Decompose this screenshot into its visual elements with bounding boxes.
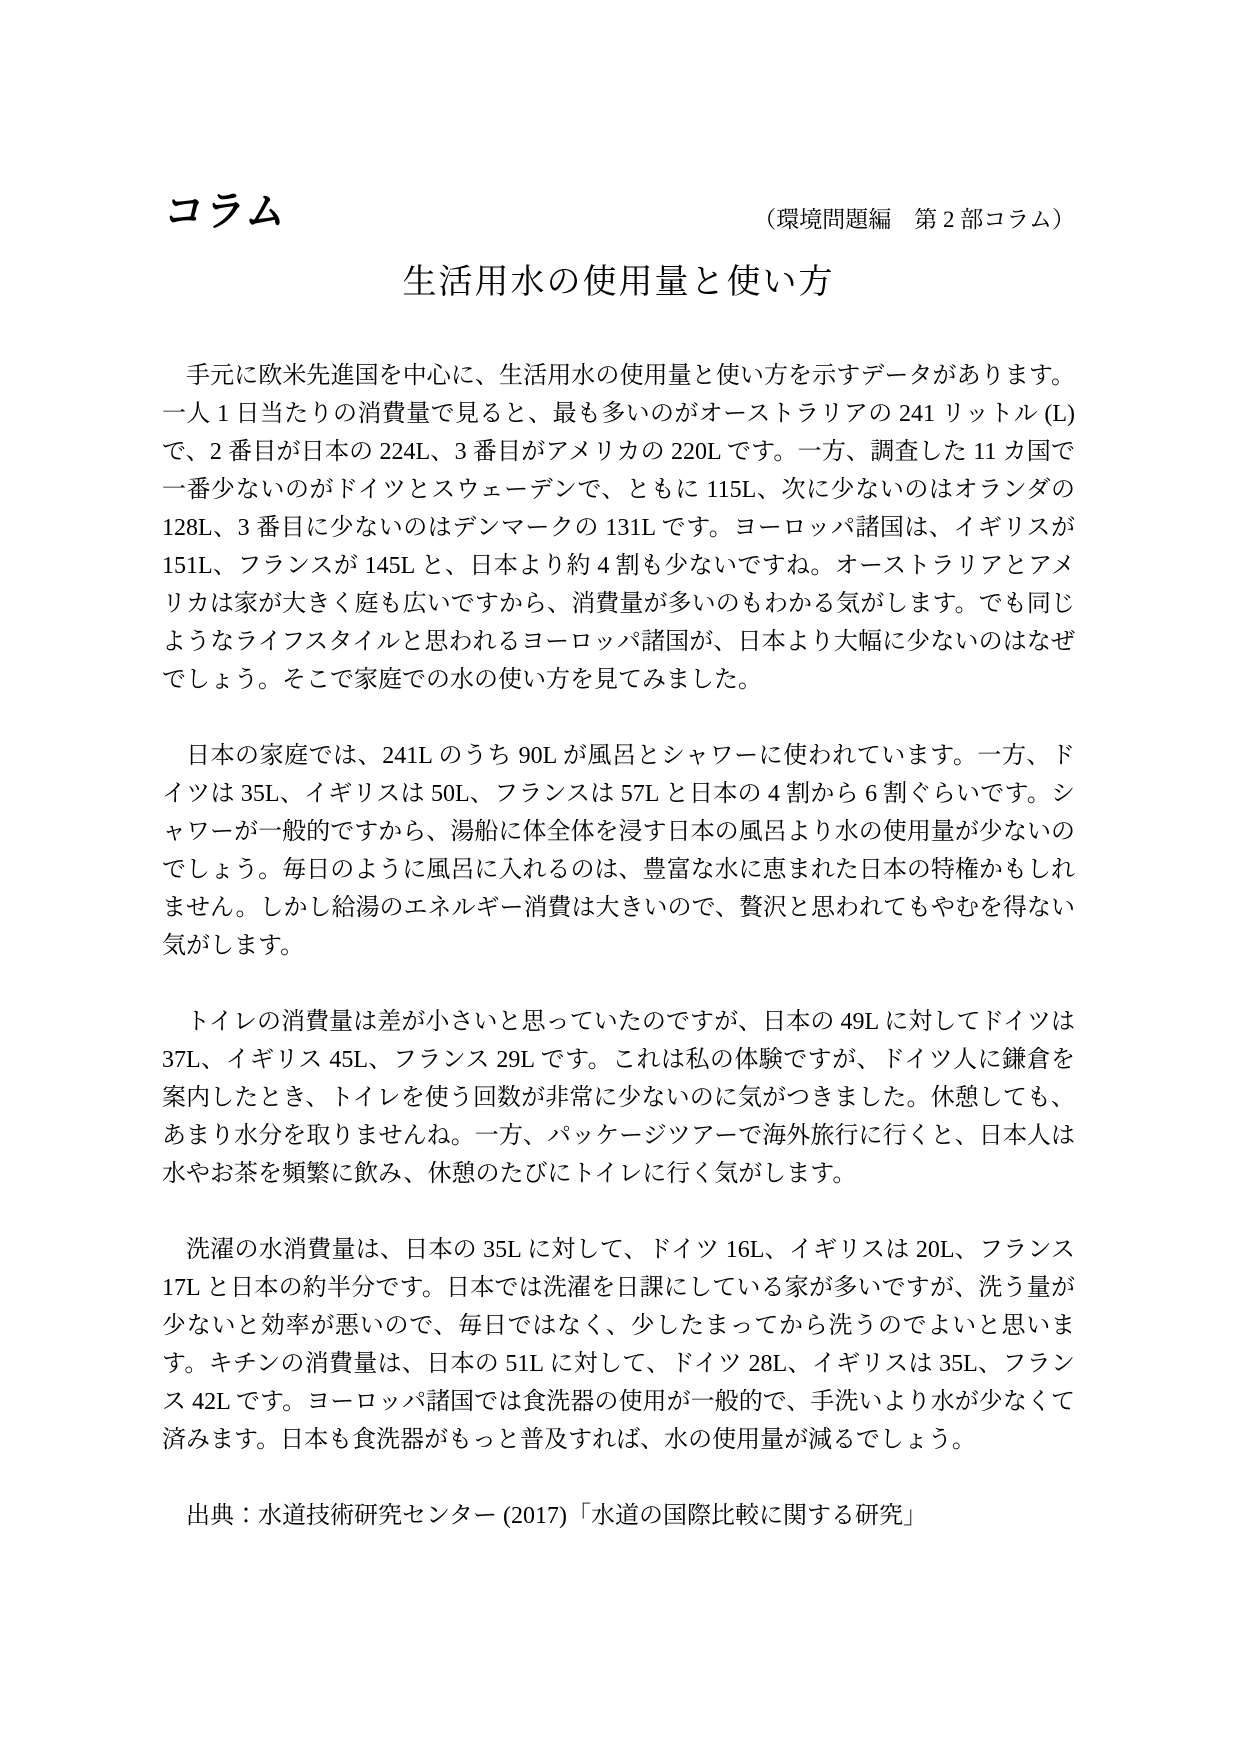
article-body: [162, 357, 1075, 1535]
paragraph-1: 手元に欧米先進国を中心に、生活用水の使用量と使い方を示すデータがあります。一人 1 日当たりの消費量で見ると、最も多いのがオーストラリアの 241 リットル (L) で、2 番目が日本の 224L、3 番目がアメリカの 220L です。一方、調査した 11 カ国で一番少ないのがドイツとスウェーデンで、ともに 115L、次に少ないのはオランダの 128L、3 番目に少ないのはデンマークの 131L です。ヨーロッパ諸国は、イギリスが 151L、フランスが 145L と、日本より約 4 割も少ないですね。オーストラリアとアメリカは家が大きく庭も広いですから、消費量が多いのもわかる気がします。でも同じようなライフスタイルと思われるヨーロッパ諸国が、日本より大幅に少ないのはなぜでしょう。そこで家庭での水の使い方を見てみました。: [162, 363, 1075, 694]
paragraph-3: トイレの消費量は差が小さいと思っていたのですが、日本の 49L に対してドイツは 37L、イギリス 45L、フランス 29L です。これは私の体験ですが、ドイツ人に鎌倉を案内したとき、トイレを使う回数が非常に少ないのに気がつきました。休憩しても、あまり水分を取りませんね。一方、パッケージツアーで海外旅行に行くと、日本人は水やお茶を頻繁に飲み、休憩のたびにトイレに行く気がします。: [162, 1009, 1075, 1188]
page-header: [161, 187, 1075, 237]
edition-note: （環境問題編 第 2 部コラム）: [753, 207, 1075, 232]
article-title: 生活用水の使用量と使い方: [402, 264, 835, 301]
paragraph-4: 洗濯の水消費量は、日本の 35L に対して、ドイツ 16L、イギリスは 20L、フランス 17L と日本の約半分です。日本では洗濯を日課にしている家が多いですが、洗う量が少ないと効率が悪いので、毎日ではなく、少したまってから洗うのでよいと思います。キチンの消費量は、日本の 51L に対して、ドイツ 28L、イギリスは 35L、フランス 42L です。ヨーロッパ諸国では食洗器の使用が一般的で、手洗いより水が少なくて済みます。日本も食洗器がもっと普及すれば、水の使用量が減るでしょう。: [162, 1237, 1075, 1454]
paragraph-2: 日本の家庭では、241L のうち 90L が風呂とシャワーに使われています。一方、ドイツは 35L、イギリスは 50L、フランスは 57L と日本の 4 割から 6 割ぐらいです。シャワーが一般的ですから、湯船に体全体を浸す日本の風呂より水の使用量が少ないのでしょう。毎日のように風呂に入れるのは、豊富な水に恵まれた日本の特権かもしれません。しかし給湯のエネルギー消費は大きいので、贅沢と思われてもやむを得ない気がします。: [162, 743, 1075, 960]
source-citation: 出典：水道技術研究センター (2017)「水道の国際比較に関する研究」: [186, 1503, 928, 1530]
column-logo: コラム: [161, 187, 290, 237]
